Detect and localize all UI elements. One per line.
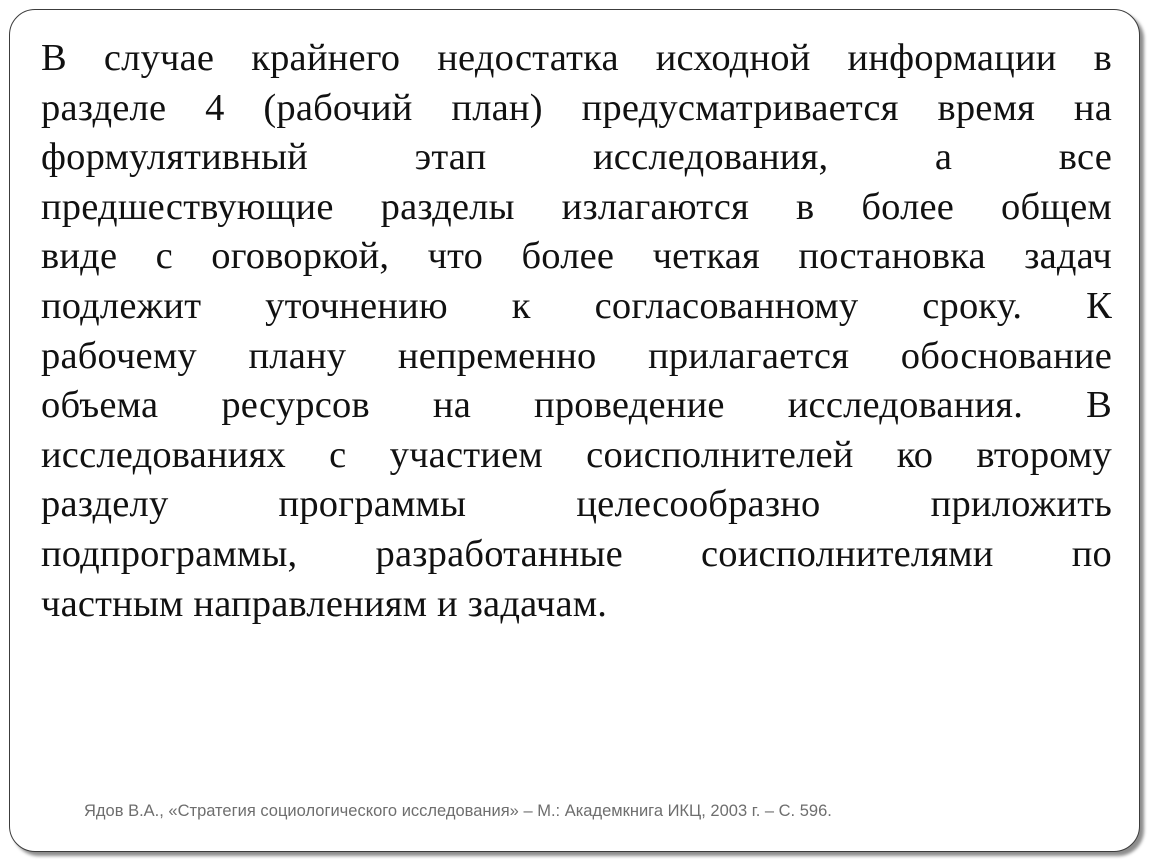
body-line: рабочему плану непременно прилагается обоснование (41, 334, 1112, 377)
body-line: В случае крайнего недостатка исходной информации в (41, 37, 1112, 79)
body-line: виде с оговоркой, что более четкая постановка задач (41, 235, 1112, 278)
body-line: разделу программы целесообразно приложить (41, 483, 1112, 526)
citation-footnote: Ядов В.А., «Стратегия социологического исследования» – М.: Академкнига ИКЦ, 2003 г. – С. 596. (84, 802, 832, 820)
body-line: предшествующие разделы излагаются в более общем (41, 185, 1112, 228)
body-line: формулятивный этап исследования, а все (41, 136, 1112, 179)
body-line: исследованиях с участием соисполнителей ко второму (41, 433, 1112, 476)
body-line: объема ресурсов на проведение исследования. В (41, 384, 1112, 427)
body-line: подпрограммы, разработанные соисполнителями по (41, 532, 1112, 575)
body-line: подлежит уточнению к согласованному сроку. К (41, 284, 1112, 327)
body-line: частным направлениям и задачам. (41, 582, 608, 625)
body-line: разделе 4 (рабочий план) предусматривается время на (41, 86, 1112, 129)
slide-body-text (41, 34, 1112, 629)
